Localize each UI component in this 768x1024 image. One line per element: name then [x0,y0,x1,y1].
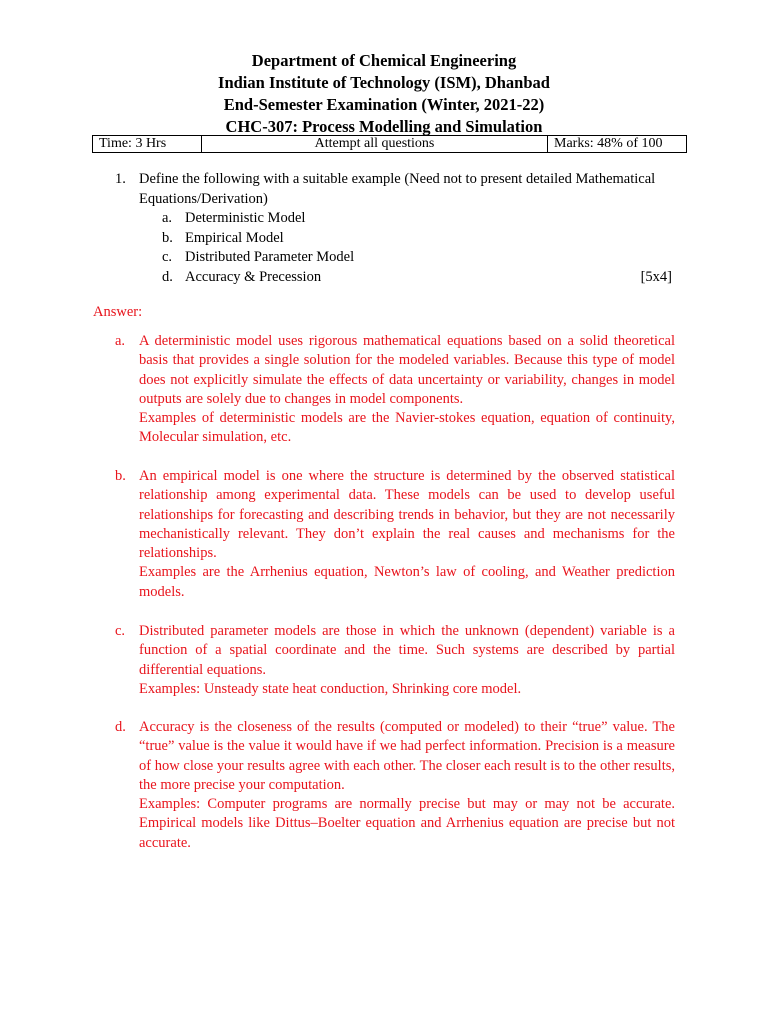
option-item [162,268,672,288]
exam-time: Time: 3 Hrs [93,136,202,153]
exam-header [0,50,768,138]
answer-definition: A deterministic model uses rigorous mathematical equations based on a solid theoretical basis that provides a single solution for the modeled variables. Because this type of model does not explicitly simulate the effects of data uncertainty or variability, changes in model outputs are solely due to changes in model components. [139,333,675,407]
institute-name: Indian Institute of Technology (ISM), Dhanbad [218,73,550,92]
answer-item-d [115,718,675,853]
answer-item-a [115,332,675,448]
answer-examples: Examples: Computer programs are normally precise but may or may not be accurate. Empirical models like Dittus–Boelter equation and Arrhenius equation are precise but not accurate. [139,796,675,851]
answer-examples: Examples are the Arrhenius equation, Newton’s law of cooling, and Weather prediction models. [139,564,675,600]
option-text: Accuracy & Precession [185,268,322,285]
option-text: Distributed Parameter Model [185,249,355,265]
question-options [162,209,672,287]
option-item [162,209,672,229]
answer-definition: Distributed parameter models are those in which the unknown (dependent) variable is a function of a spatial coordinate and the time. Such systems are described by partial differential equations. [139,623,675,678]
option-letter: c. [162,249,173,265]
answer-item-b [115,467,675,602]
answer-definition: An empirical model is one where the structure is determined by the observed statistical relationship among experimental data. These models can be used to develop useful relationships for forecasting and describing trends in behavior, but they are not necessarily mechanistically relevant. They don’t explain the real causes and mechanisms for the relationships. [139,468,675,562]
option-letter: a. [162,210,173,226]
department-name: Department of Chemical Engineering [251,51,517,70]
exam-instruction: Attempt all questions [202,136,548,153]
course-title: CHC-307: Process Modelling and Simulation [225,117,543,136]
exam-info-table [92,135,687,153]
option-text: Deterministic Model [185,210,306,226]
option-text: Empirical Model [185,229,284,246]
exam-marks: Marks: 48% of 100 [548,136,687,153]
answer-examples: Examples: Unsteady state heat conduction, Shrinking core model. [139,680,522,697]
option-letter: d. [162,268,173,285]
question-marks: [5x4] [640,268,672,285]
answer-letter: c. [115,623,126,639]
answer-letter: b. [115,468,126,484]
exam-title: End-Semester Examination (Winter, 2021-22) [223,95,545,114]
option-item [162,248,672,268]
answer-label: Answer: [93,304,143,320]
option-letter: b. [162,229,173,246]
answer-item-c [115,622,675,699]
answer-definition: Accuracy is the closeness of the results (computed or modeled) to their “true” value. The “true” value is the value it would have if we had perfect information. Precision is a measure of how close your results agree with each other. The closer each result is to the other results, the more precise your computation. [139,719,675,793]
question-number: 1. [115,171,126,187]
option-item [162,229,672,249]
answer-letter: d. [115,719,126,735]
answer-examples: Examples of deterministic models are the Navier-stokes equation, equation of continuity, Molecular simulation, etc. [139,410,675,446]
question-stem: Define the following with a suitable example (Need not to present detailed Mathematical Equations/Derivation) [139,171,656,207]
answer-letter: a. [115,333,126,349]
